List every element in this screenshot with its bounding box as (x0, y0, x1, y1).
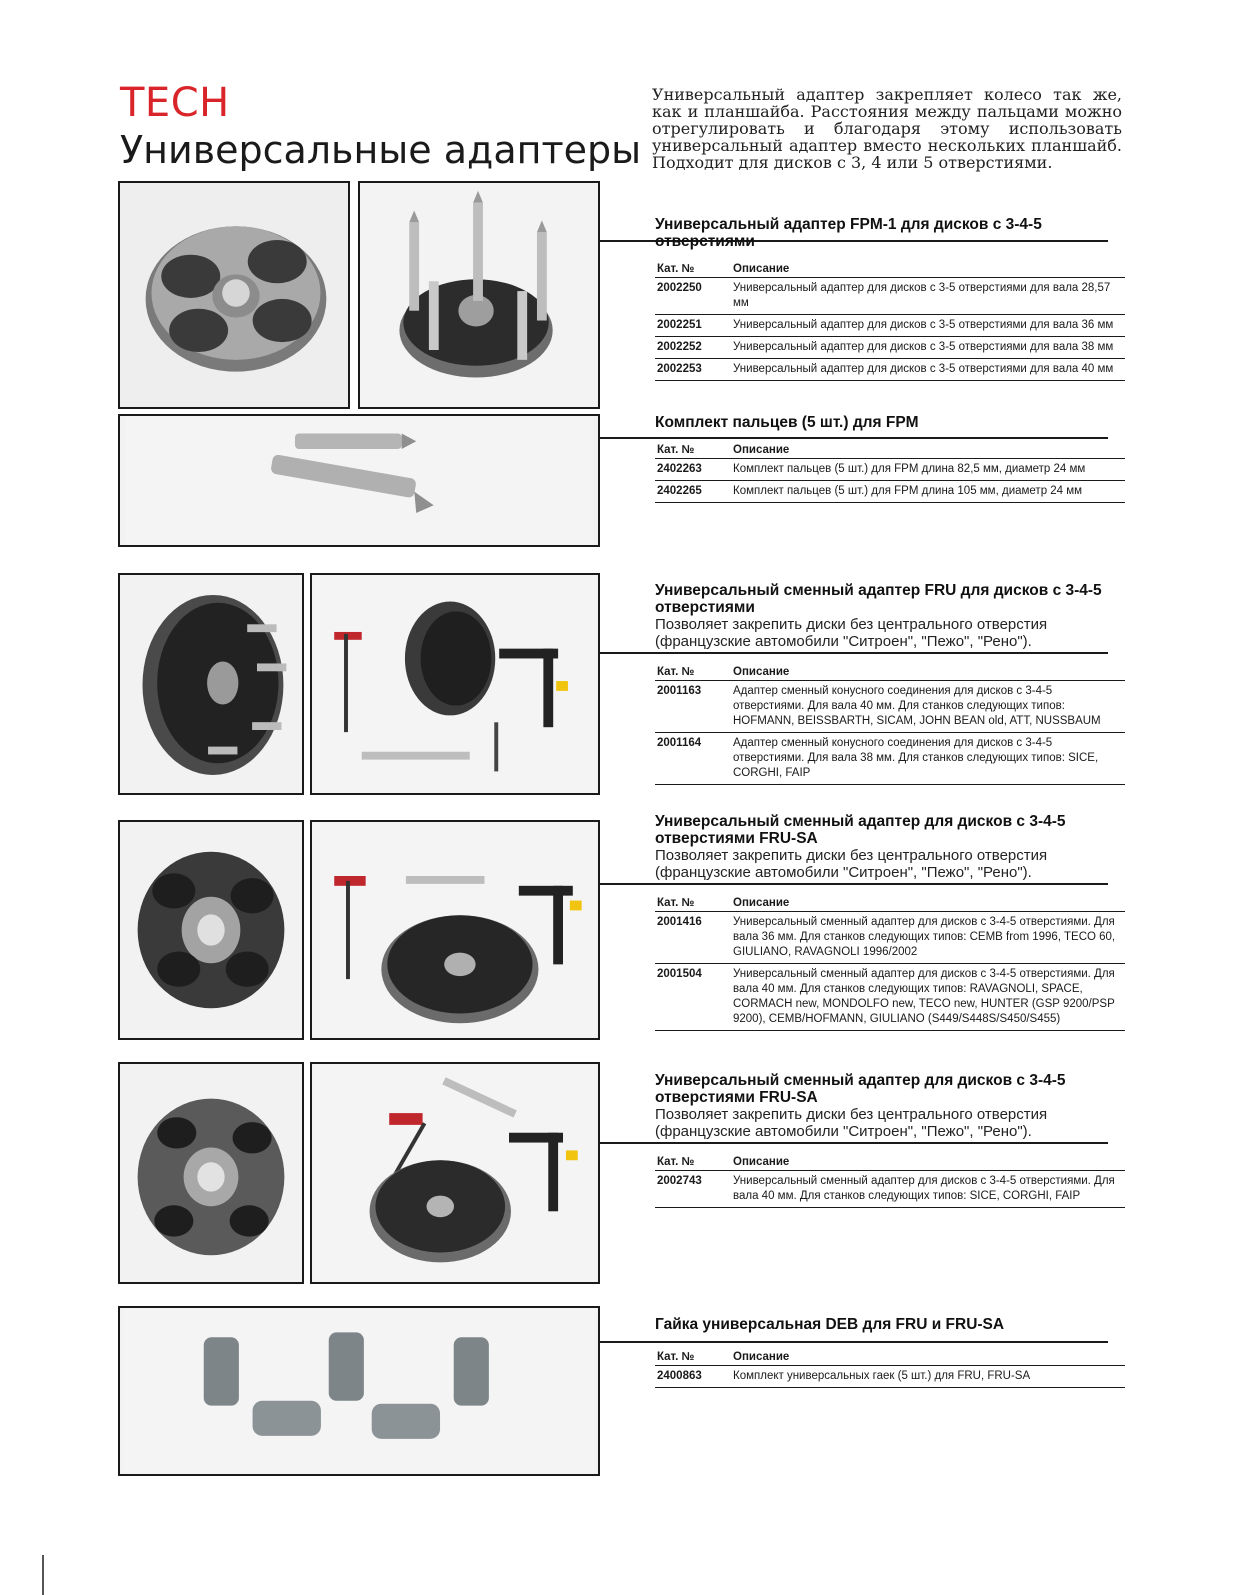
page-edge-mark (42, 1555, 44, 1595)
table-row (655, 459, 1125, 481)
photo-fpm-adapter-with-pins (358, 181, 600, 409)
section-fpm1 (655, 216, 1125, 381)
section-subtitle: Позволяет закрепить диски без центрального отверстия (французские автомобили "Ситроен", "Пежо", "Рено"). (655, 847, 1048, 881)
table-row (655, 681, 1125, 733)
photo-fpm-pins (118, 414, 600, 547)
photo-fru-kit (310, 573, 600, 795)
description: Универсальный сменный адаптер для дисков с 3-4-5 отверстиями. Для вала 40 мм. Для станков следующих типов: SICE, CORGHI, FAIP (731, 1171, 1125, 1208)
description: Универсальный адаптер для дисков с 3-5 отверстиями для вала 36 мм (731, 315, 1125, 337)
table-row (655, 278, 1125, 315)
photo-fpm-adapter (118, 181, 350, 409)
cat-number: 2001164 (655, 733, 731, 785)
product-table (655, 893, 1125, 1031)
col-header-desc: Описание (731, 1152, 1125, 1171)
cat-number: 2002251 (655, 315, 731, 337)
section-fpm-pins (655, 414, 1125, 503)
section-title: Универсальный сменный адаптер для дисков с 3-4-5 отверстиями FRU-SA (655, 1072, 1066, 1106)
description: Комплект универсальных гаек (5 шт.) для FRU, FRU-SA (731, 1366, 1125, 1388)
section-subtitle: Позволяет закрепить диски без центрального отверстия (французские автомобили "Ситроен", "Пежо", "Рено"). (655, 616, 1048, 650)
description: Универсальный адаптер для дисков с 3-5 отверстиями для вала 28,57 мм (731, 278, 1125, 315)
cat-number: 2402265 (655, 481, 731, 503)
cat-number: 2400863 (655, 1366, 731, 1388)
section-deb-nut (655, 1316, 1125, 1388)
intro-paragraph: Универсальный адаптер закрепляет колесо так же, как и планшайба. Расстояния между пальцами можно отрегулировать и благодаря этому использовать универсальный адаптер вместо нескольких планшайб. Подходит для дисков с 3, 4 или 5 отверстиями. (652, 85, 1122, 172)
cat-number: 2001416 (655, 912, 731, 964)
cat-number: 2002743 (655, 1171, 731, 1208)
col-header-desc: Описание (731, 893, 1125, 912)
table-row (655, 912, 1125, 964)
cat-number: 2002252 (655, 337, 731, 359)
section-title: Универсальный сменный адаптер FRU для дисков с 3-4-5 отверстиями (655, 582, 1102, 616)
col-header-code: Кат. № (655, 1152, 731, 1171)
description: Универсальный адаптер для дисков с 3-5 отверстиями для вала 38 мм (731, 337, 1125, 359)
product-table (655, 1152, 1125, 1208)
table-row (655, 337, 1125, 359)
photo-fru-sa-kit-2 (310, 1062, 600, 1284)
col-header-code: Кат. № (655, 259, 731, 278)
photo-fru-sa-adapter-2 (118, 1062, 304, 1284)
table-row (655, 359, 1125, 381)
section-fru-sa-2 (655, 1072, 1125, 1208)
description: Комплект пальцев (5 шт.) для FPM длина 82,5 мм, диаметр 24 мм (731, 459, 1125, 481)
product-table (655, 1347, 1125, 1388)
cat-number: 2001504 (655, 964, 731, 1031)
col-header-code: Кат. № (655, 893, 731, 912)
product-table (655, 440, 1125, 503)
cat-number: 2402263 (655, 459, 731, 481)
page-title: Универсальные адаптеры (120, 128, 642, 172)
section-title: Гайка универсальная DEB для FRU и FRU-SA (655, 1316, 1005, 1333)
photo-fru-adapter (118, 573, 304, 795)
photo-fru-sa-adapter (118, 820, 304, 1040)
col-header-desc: Описание (731, 1347, 1125, 1366)
col-header-desc: Описание (731, 662, 1125, 681)
col-header-code: Кат. № (655, 440, 731, 459)
table-row (655, 964, 1125, 1031)
product-table (655, 259, 1125, 381)
section-title: Комплект пальцев (5 шт.) для FPM (655, 414, 919, 431)
section-fru-sa (655, 813, 1125, 1031)
table-row (655, 733, 1125, 785)
photo-fru-sa-kit (310, 820, 600, 1040)
description: Комплект пальцев (5 шт.) для FPM длина 105 мм, диаметр 24 мм (731, 481, 1125, 503)
description: Адаптер сменный конусного соединения для дисков с 3-4-5 отверстиями. Для вала 38 мм. Для станков следующих типов: SICE, CORGHI, FAIP (731, 733, 1125, 785)
cat-number: 2001163 (655, 681, 731, 733)
section-title: Универсальный сменный адаптер для дисков с 3-4-5 отверстиями FRU-SA (655, 813, 1066, 847)
section-title: Универсальный адаптер FPM-1 для дисков с 3-4-5 отверстиями (655, 216, 1042, 250)
table-row (655, 1366, 1125, 1388)
brand-logo: TECH (120, 80, 230, 126)
description: Адаптер сменный конусного соединения для дисков с 3-4-5 отверстиями. Для вала 40 мм. Для станков следующих типов: HOFMANN, BEISSBARTH, SICAM, JOHN BEAN old, ATT, NUSSBAUM (731, 681, 1125, 733)
description: Универсальный сменный адаптер для дисков с 3-4-5 отверстиями. Для вала 40 мм. Для станков следующих типов: RAVAGNOLI, SPACE, CORMACH new, MONDOLFO new, TECO new, HUNTER (GSP 9200/PSP 9200), CEMB/HOFMANN, GIULIANO (S449/S448S/S450/S455) (731, 964, 1125, 1031)
col-header-desc: Описание (731, 259, 1125, 278)
cat-number: 2002250 (655, 278, 731, 315)
section-subtitle: Позволяет закрепить диски без центрального отверстия (французские автомобили "Ситроен", "Пежо", "Рено"). (655, 1106, 1048, 1140)
section-fru (655, 582, 1125, 785)
description: Универсальный адаптер для дисков с 3-5 отверстиями для вала 40 мм (731, 359, 1125, 381)
description: Универсальный сменный адаптер для дисков с 3-4-5 отверстиями. Для вала 36 мм. Для станков следующих типов: CEMB from 1996, TECO 60, GIULIANO, RAVAGNOLI 1996/2002 (731, 912, 1125, 964)
col-header-code: Кат. № (655, 1347, 731, 1366)
col-header-desc: Описание (731, 440, 1125, 459)
table-row (655, 1171, 1125, 1208)
table-row (655, 315, 1125, 337)
col-header-code: Кат. № (655, 662, 731, 681)
product-table (655, 662, 1125, 785)
photo-deb-nuts (118, 1306, 600, 1476)
cat-number: 2002253 (655, 359, 731, 381)
table-row (655, 481, 1125, 503)
